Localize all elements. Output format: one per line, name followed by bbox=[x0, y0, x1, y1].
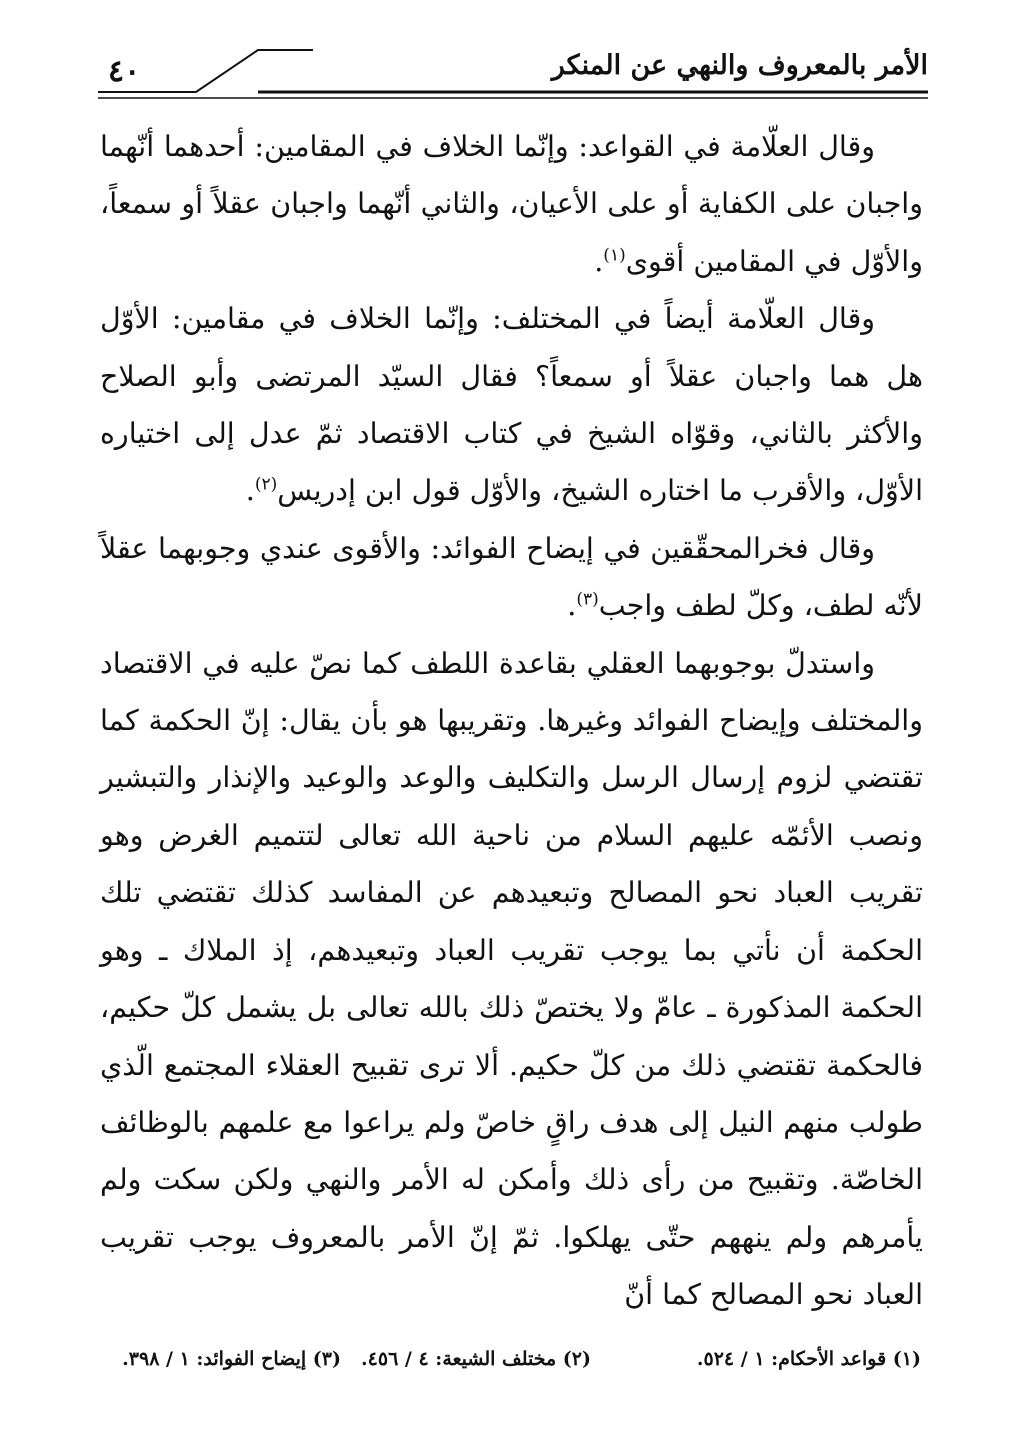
paragraph-2 bbox=[100, 290, 923, 520]
paragraph-3 bbox=[100, 520, 923, 635]
page-number: ٤٠ bbox=[108, 54, 141, 89]
footnote-2: (٢) مختلف الشيعة: ٤ / ٤٥٦. bbox=[361, 1348, 591, 1370]
paragraph-1 bbox=[100, 118, 923, 290]
paragraph-3-end: . bbox=[567, 589, 577, 623]
header-title: الأمر بالمعروف والنهي عن المنكر bbox=[551, 50, 928, 81]
paragraph-4 bbox=[100, 635, 923, 1324]
footnote-3: (٣) إيضاح الفوائد: ١ / ٣٩٨. bbox=[122, 1348, 341, 1370]
main-text bbox=[100, 118, 923, 1324]
paragraph-3-text: وقال فخرالمحقّقين في إيضاح الفوائد: والأقوى عندي وجوبهما عقلاً لأنّه لطف، وكلّ لطف واجب bbox=[100, 531, 923, 623]
paragraph-2-end: . bbox=[245, 474, 255, 508]
footnote-1: (١) قواعد الأحكام: ١ / ٥٢٤. bbox=[696, 1348, 921, 1370]
paragraph-2-text: وقال العلّامة أيضاً في المختلف: وإنّما الخلاف في مقامين: الأوّل هل هما واجبان عقلاً أو سمعاً؟ فقال السيّد المرتضى وأبو الصلاح والأكثر بالثاني، وقوّاه الشيخ في كتاب الاقتصاد ثمّ عدل إلى اختياره الأوّل، والأقرب ما اختاره الشيخ، والأوّل قول ابن إدريس bbox=[100, 302, 923, 508]
paragraph-1-end: . bbox=[594, 244, 604, 278]
footnotes bbox=[98, 1348, 921, 1378]
footnote-ref-1: (١) bbox=[603, 245, 626, 266]
footnote-ref-2: (٢) bbox=[254, 474, 278, 495]
paragraph-1-text: وقال العلّامة في القواعد: وإنّما الخلاف في المقامين: أحدهما أنّهما واجبان على الكفاية أو على الأعيان، والثاني أنّهما واجبان عقلاً أو سمعاً، والأوّل في المقامين أقوى bbox=[100, 130, 923, 278]
footnote-ref-3: (٣) bbox=[576, 589, 599, 610]
paragraph-4-text: واستدلّ بوجوبهما العقلي بقاعدة اللطف كما نصّ عليه في الاقتصاد والمختلف وإيضاح الفوائد وغيرها. وتقريبها هو بأن يقال: إنّ الحكمة كما تقتضي لزوم إرسال الرسل والتكليف والوعد والوعيد والإنذار والتبشير ونصب الأئمّه عليهم السلام من ناحية الله تعالى لتتميم الغرض وهو تقريب العباد نحو المصالح وتبعيدهم عن المفاسد كذلك تقتضي تلك الحكمة أن نأتي بما يوجب تقريب العباد وتبعيدهم، إذ الملاك ـ وهو الحكمة المذكورة ـ عامّ ولا يختصّ ذلك بالله تعالى بل يشمل كلّ حكيم، فالحكمة تقتضي ذلك من كلّ حكيم. ألا ترى تقبيح العقلاء المجتمع الّذي طولب منهم النيل إلى هدف راقٍ خاصّ ولم يراعوا مع علمهم بالوظائف الخاصّة. وتقبيح من رأى ذلك وأمكن له الأمر والنهي ولكن سكت ولم يأمرهم ولم ينههم حتّى يهلكوا. ثمّ إنّ الأمر بالمعروف يوجب تقريب العباد نحو المصالح كما أنّ bbox=[100, 646, 923, 1312]
running-header bbox=[98, 40, 928, 102]
